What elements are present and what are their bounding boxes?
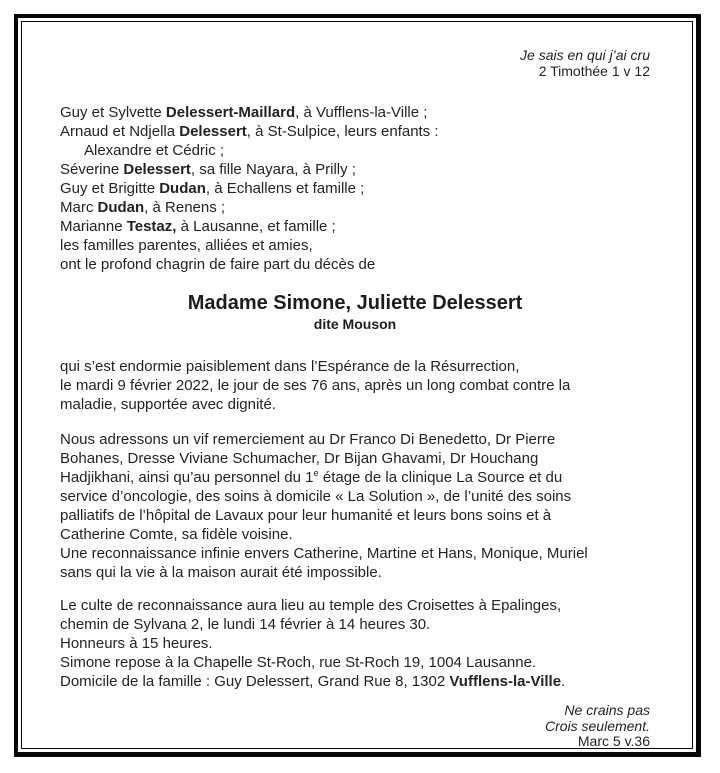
text-segment: Hadjikhani, ainsi qu’au personnel du 1 [60, 469, 314, 486]
text-line [60, 255, 650, 274]
inner-border-frame [21, 21, 693, 749]
text-line [60, 487, 650, 506]
closing-scripture-line1: Ne crains pas [564, 702, 650, 718]
acknowledgements-paragraph [60, 430, 650, 582]
text-segment: Delessert-Maillard [165, 104, 296, 121]
text-segment: Honneurs à 15 heures. [60, 635, 213, 652]
text-line [60, 430, 650, 449]
text-segment: à Lausanne, et famille ; [176, 218, 336, 235]
text-segment: Vufflens-la-Ville [449, 673, 562, 690]
closing-scripture [60, 703, 650, 750]
text-segment: sans qui la vie à la maison aurait été impossible. [60, 564, 382, 581]
text-segment: chemin de Sylvana 2, le lundi 14 février à 14 heures 30. [60, 616, 431, 633]
text-segment: Catherine Comte, sa fidèle voisine. [60, 526, 293, 543]
text-line [60, 449, 650, 468]
text-segment: Séverine [60, 161, 124, 178]
text-segment: Une reconnaissance infinie envers Catherine, Martine et Hans, Monique, Muriel [60, 545, 588, 562]
text-line [60, 395, 650, 414]
family-list [60, 103, 650, 274]
text-segment: palliatifs de l’hôpital de Lavaux pour leur humanité et leurs bons soins et à [60, 507, 552, 524]
text-line [60, 672, 650, 691]
text-line [60, 653, 650, 672]
text-segment: Testaz, [126, 218, 177, 235]
text-segment: ont le profond chagrin de faire part du décès de [60, 256, 376, 273]
text-segment: Guy et Brigitte [60, 180, 160, 197]
text-segment: Delessert [123, 161, 191, 178]
text-segment: , à Renens ; [144, 199, 226, 216]
text-segment: étage de la clinique La Source et du [318, 469, 563, 486]
text-segment: e [313, 468, 319, 478]
text-line [60, 506, 650, 525]
text-segment: maladie, supportée avec dignité. [60, 396, 276, 413]
text-line [60, 615, 650, 634]
deceased-alias: dite Mouson [313, 316, 397, 332]
text-segment: , sa fille Nayara, à Prilly ; [190, 161, 356, 178]
text-line [60, 141, 650, 160]
text-segment: . [561, 673, 566, 690]
text-line [60, 236, 650, 255]
text-line [60, 122, 650, 141]
closing-scripture-line2: Crois seulement. [544, 717, 650, 734]
opening-scripture-quote: Je sais en qui j’ai cru [520, 47, 650, 63]
deceased-name: Madame Simone, Juliette Delessert [187, 292, 523, 314]
opening-scripture-reference: 2 Timothée 1 v 12 [538, 63, 650, 79]
text-segment: Delessert [179, 123, 247, 140]
text-segment: , à Echallens et famille ; [205, 180, 365, 197]
text-segment: Nous adressons un vif remerciement au Dr Franco Di Benedetto, Dr Pierre [60, 431, 556, 448]
text-line [60, 525, 650, 544]
text-line [60, 198, 650, 217]
text-segment: Le culte de reconnaissance aura lieu au temple des Croisettes à Epalinges, [60, 597, 562, 614]
opening-scripture [60, 47, 650, 79]
text-line [60, 160, 650, 179]
text-segment: Simone repose à la Chapelle St-Roch, rue St-Roch 19, 1004 Lausanne. [60, 654, 537, 671]
text-segment: Domicile de la famille : Guy Delessert, Grand Rue 8, 1302 [60, 673, 450, 690]
text-line [60, 468, 650, 487]
text-line [60, 563, 650, 582]
text-line [60, 179, 650, 198]
text-segment: Arnaud et Ndjella [60, 123, 180, 140]
text-segment: Marc [60, 199, 98, 216]
death-announcement-paragraph [60, 357, 650, 414]
text-segment: , à St-Sulpice, leurs enfants : [246, 123, 439, 140]
text-line [60, 544, 650, 563]
text-segment: Guy et Sylvette [60, 104, 166, 121]
text-segment: qui s’est endormie paisiblement dans l’Espérance de la Résurrection, [60, 358, 520, 375]
text-segment: Dudan [159, 180, 206, 197]
ceremony-details-paragraph [60, 596, 650, 691]
text-segment: Alexandre et Cédric ; [84, 142, 225, 159]
text-line [60, 634, 650, 653]
text-line [60, 357, 650, 376]
closing-scripture-reference: Marc 5 v.36 [577, 733, 650, 749]
text-segment: Marianne [60, 218, 127, 235]
text-segment: Dudan [97, 199, 145, 216]
text-segment: les familles parentes, alliées et amies, [60, 237, 313, 254]
text-segment: service d’oncologie, des soins à domicile « La Solution », de l’unité des soins [60, 488, 572, 505]
text-line [60, 376, 650, 395]
text-line [60, 103, 650, 122]
text-segment: Bohanes, Dresse Viviane Schumacher, Dr Bijan Ghavami, Dr Houchang [60, 450, 539, 467]
text-segment: le mardi 9 février 2022, le jour de ses 76 ans, après un long combat contre la [60, 377, 571, 394]
outer-border-frame [14, 14, 701, 757]
text-line [60, 217, 650, 236]
text-segment: , à Vufflens-la-Ville ; [295, 104, 428, 121]
text-line [60, 596, 650, 615]
obituary-content [22, 22, 692, 748]
